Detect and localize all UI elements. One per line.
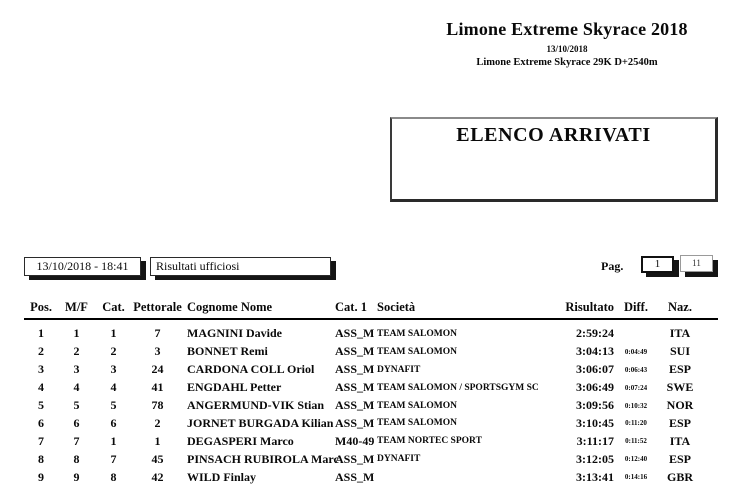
timestamp-box: 13/10/2018 - 18:41 xyxy=(24,257,141,276)
cell-name: BONNET Remi xyxy=(187,344,268,359)
cell-cat1: ASS_M xyxy=(335,362,375,377)
header-cat: Cat. xyxy=(102,300,125,314)
cell-societa: DYNAFIT xyxy=(377,364,421,375)
cell-pettorale: 45 xyxy=(151,451,164,466)
cell-risultato: 3:11:17 xyxy=(576,433,614,448)
cell-mf: 7 xyxy=(73,433,80,448)
cell-name: MAGNINI Davide xyxy=(187,326,282,341)
cell-pettorale: 3 xyxy=(154,344,161,359)
cell-mf: 3 xyxy=(73,362,80,377)
cell-societa: TEAM SALOMON xyxy=(377,346,457,357)
cell-cat: 8 xyxy=(110,469,117,484)
cell-naz: SWE xyxy=(666,380,694,395)
cell-mf: 2 xyxy=(73,344,80,359)
banner-title: ELENCO ARRIVATI xyxy=(456,124,651,146)
cell-pettorale: 78 xyxy=(151,398,164,412)
cell-risultato: 2:59:24 xyxy=(576,326,614,341)
document-header xyxy=(398,19,736,68)
cell-mf: 1 xyxy=(73,326,80,341)
cell-mf: 5 xyxy=(73,398,80,412)
cell-diff: 0:11:20 xyxy=(625,419,647,428)
cell-naz: SUI xyxy=(669,344,690,359)
cell-diff: 0:04:49 xyxy=(624,347,648,356)
cell-name: DEGASPERI Marco xyxy=(187,433,294,448)
cell-pettorale: 42 xyxy=(151,469,164,484)
cell-pos: 3 xyxy=(38,362,44,377)
cell-risultato: 3:10:45 xyxy=(576,415,614,430)
cell-pos: 8 xyxy=(38,451,44,466)
table-row xyxy=(24,414,718,432)
table-row xyxy=(24,343,718,361)
cell-societa: TEAM NORTEC SPORT xyxy=(377,436,482,447)
cell-pos: 5 xyxy=(38,398,44,412)
cell-pos: 6 xyxy=(38,415,44,430)
cell-risultato: 3:09:56 xyxy=(576,398,614,412)
cell-pettorale: 2 xyxy=(154,415,161,430)
cell-pos: 2 xyxy=(38,344,44,359)
cell-naz: ITA xyxy=(669,326,691,341)
cell-cat: 5 xyxy=(110,398,117,412)
cell-pettorale: 24 xyxy=(151,362,164,377)
cell-diff: 0:11:52 xyxy=(625,437,647,446)
cell-diff: 0:06:43 xyxy=(624,365,648,374)
cell-mf: 9 xyxy=(73,469,80,484)
cell-pettorale: 41 xyxy=(151,380,164,395)
cell-mf: 6 xyxy=(73,415,80,430)
cell-societa: TEAM SALOMON xyxy=(377,400,457,411)
cell-pettorale: 1 xyxy=(154,433,161,448)
cell-pos: 7 xyxy=(38,433,44,448)
header-name: Cognome Nome xyxy=(187,300,273,314)
cell-cat: 3 xyxy=(110,362,117,377)
cell-risultato: 3:04:13 xyxy=(576,344,614,359)
header-mf: M/F xyxy=(65,300,88,314)
cell-naz: NOR xyxy=(666,398,694,412)
cell-name: WILD Finlay xyxy=(187,469,257,484)
table-row xyxy=(24,450,718,468)
cell-pettorale: 7 xyxy=(154,326,161,341)
header-diff: Diff. xyxy=(624,300,648,314)
cell-cat1: ASS_M xyxy=(335,326,375,341)
cell-risultato: 3:06:07 xyxy=(576,362,614,377)
cell-cat1: M40-49 xyxy=(335,433,375,448)
cell-cat1: ASS_M xyxy=(335,415,375,430)
table-row xyxy=(24,325,718,343)
results-status-box: Risultati ufficiosi xyxy=(150,257,331,276)
cell-pos: 9 xyxy=(38,469,44,484)
cell-cat: 7 xyxy=(110,451,117,466)
cell-name: PINSACH RUBIROLA Marc xyxy=(187,451,339,466)
banner-box xyxy=(390,117,718,202)
cell-pos: 4 xyxy=(38,380,44,395)
cell-mf: 4 xyxy=(73,380,80,395)
cell-societa: TEAM SALOMON xyxy=(377,328,457,339)
page-total-box: 11 xyxy=(680,255,713,272)
cell-cat1: ASS_M xyxy=(335,344,375,359)
cell-diff: 0:07:24 xyxy=(624,383,648,392)
cell-naz: ITA xyxy=(669,433,691,448)
page-number-box: 1 xyxy=(641,256,674,273)
cell-name: ANGERMUND-VIK Stian xyxy=(187,398,325,412)
header-pettorale: Pettorale xyxy=(133,300,182,314)
cell-risultato: 3:12:05 xyxy=(576,451,614,466)
cell-cat1: ASS_M xyxy=(335,398,375,412)
cell-cat1: ASS_M xyxy=(335,469,375,484)
cell-risultato: 3:13:41 xyxy=(576,469,614,484)
header-naz: Naz. xyxy=(668,300,692,314)
cell-name: ENGDAHL Petter xyxy=(187,380,282,395)
cell-societa: TEAM SALOMON / SPORTSGYM SC xyxy=(377,382,539,393)
event-date: 13/10/2018 xyxy=(546,44,588,54)
page-label: Pag. xyxy=(601,259,624,273)
cell-name: CARDONA COLL Oriol xyxy=(187,362,315,377)
cell-naz: GBR xyxy=(666,469,693,484)
table-body xyxy=(24,325,718,486)
table-row xyxy=(24,468,718,486)
table-row xyxy=(24,361,718,379)
cell-diff: 0:12:40 xyxy=(624,455,648,464)
cell-risultato: 3:06:49 xyxy=(576,380,614,395)
cell-diff: 0:14:16 xyxy=(624,473,648,482)
cell-naz: ESP xyxy=(668,362,691,377)
cell-cat: 4 xyxy=(110,380,117,395)
cell-cat: 2 xyxy=(110,344,117,359)
header-pos: Pos. xyxy=(30,300,52,314)
cell-cat1: ASS_M xyxy=(335,380,375,395)
cell-naz: ESP xyxy=(668,451,691,466)
cell-cat: 1 xyxy=(110,326,117,341)
table-row xyxy=(24,379,718,397)
table-row xyxy=(24,397,718,415)
header-societa: Società xyxy=(377,300,416,314)
cell-cat: 6 xyxy=(110,415,117,430)
table-row xyxy=(24,432,718,450)
cell-naz: ESP xyxy=(668,415,691,430)
cell-cat: 1 xyxy=(110,433,117,448)
cell-societa: DYNAFIT xyxy=(377,454,421,465)
event-title: Limone Extreme Skyrace 2018 xyxy=(446,19,688,39)
header-cat1: Cat. 1 xyxy=(335,300,367,314)
cell-societa: TEAM SALOMON xyxy=(377,418,457,429)
table-header-row xyxy=(24,300,718,320)
cell-name: JORNET BURGADA Kilian xyxy=(187,415,334,430)
cell-diff: 0:10:32 xyxy=(624,401,648,410)
results-table xyxy=(24,300,718,486)
event-subtitle: Limone Extreme Skyrace 29K D+2540m xyxy=(476,57,658,68)
cell-mf: 8 xyxy=(73,451,80,466)
cell-cat1: ASS_M xyxy=(335,451,375,466)
header-risultato: Risultato xyxy=(565,300,614,314)
cell-pos: 1 xyxy=(38,326,44,341)
